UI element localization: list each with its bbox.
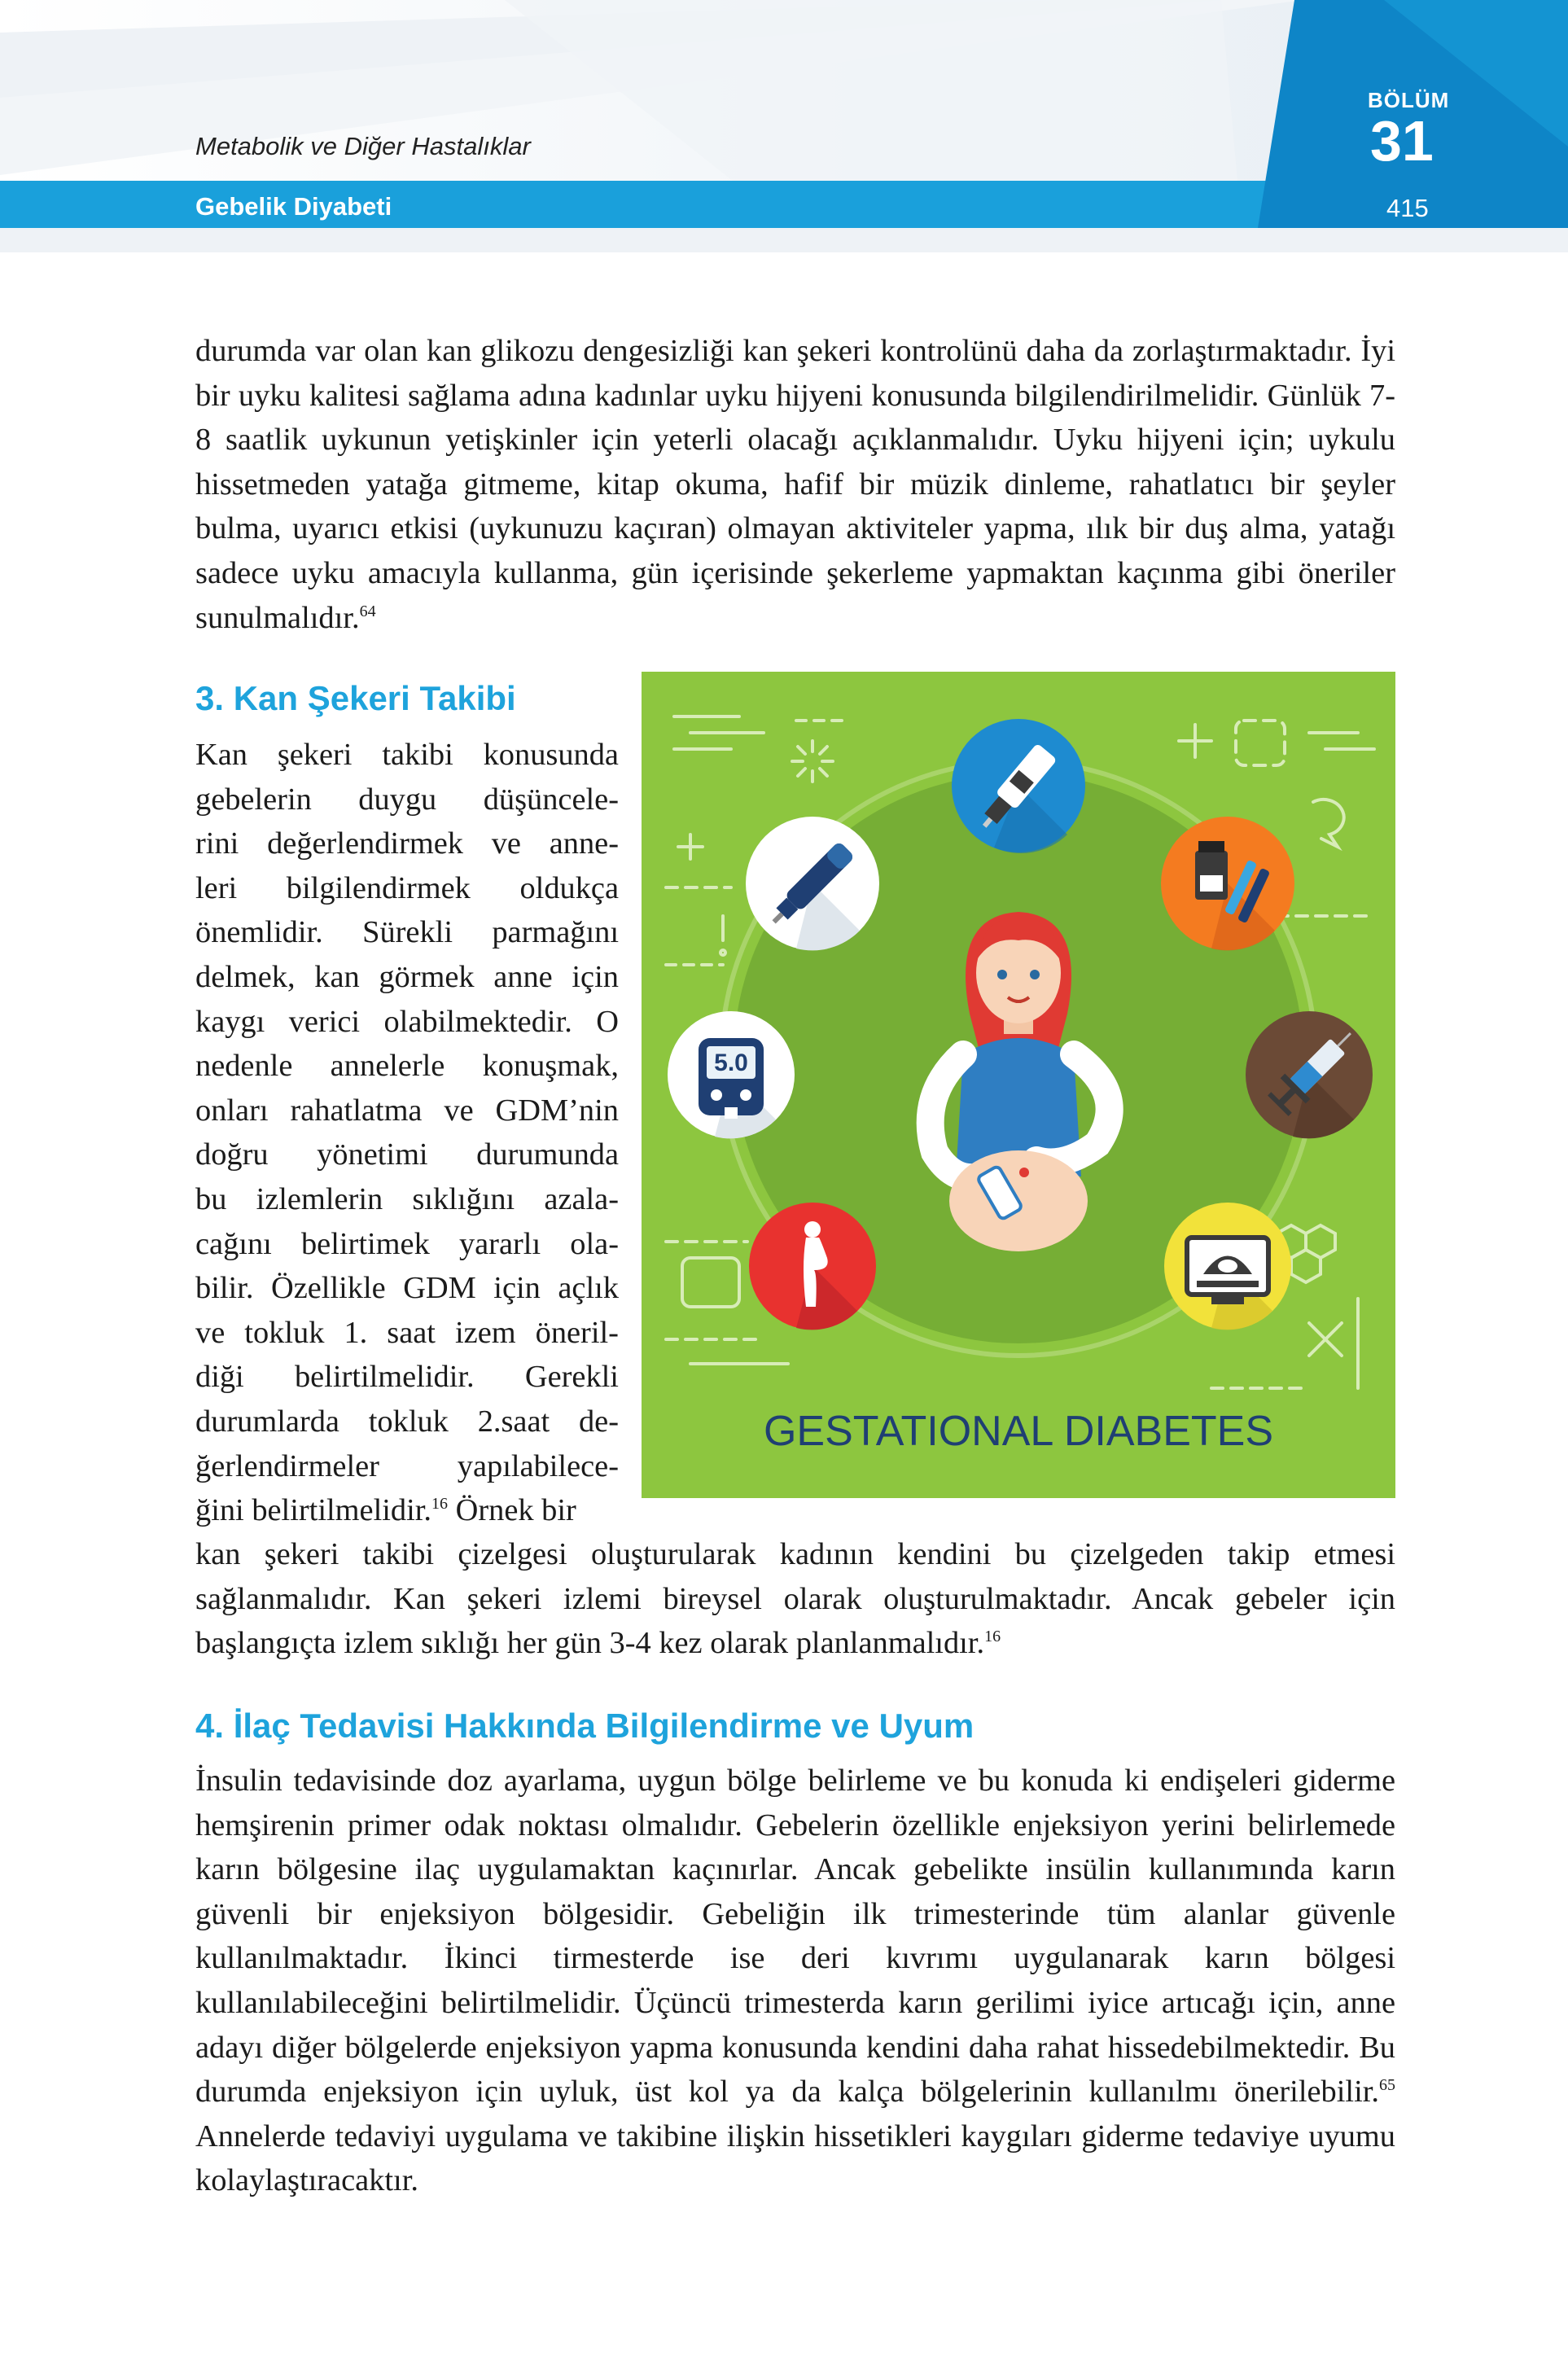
column-line: önemlidir. Sürekli parmağını (195, 915, 619, 950)
column-line: bilir. Özellikle GDM için açlık (195, 1271, 619, 1306)
column-line: durumlarda tokluk 2.saat de- (195, 1404, 619, 1439)
lancet-device-icon (952, 719, 1085, 853)
insulin-vial-icon (1161, 817, 1294, 950)
column-line: onları rahatlatma ve GDM’nin (195, 1093, 619, 1128)
glucometer-reading: 5.0 (714, 1049, 748, 1076)
column-line: leri bilgilendirmek oldukça (195, 870, 619, 905)
column-line: ğerlendirmeler yapılabilece- (195, 1448, 619, 1483)
chapter-label: BÖLÜM (1368, 88, 1450, 112)
pregnant-woman-icon (749, 1203, 876, 1330)
column-line: delmek, kan görmek anne için (195, 960, 619, 994)
paragraph-blood-sugar-full: kan şekeri takibi çizelgesi oluşturularak kadının kendini bu çizelgeden takip etmesi sağlanmalıdır. Kan şekeri izlemi bireysel olarak oluşturulmaktadır. Ancak gebeler için başlangıçta izlem sıklığı her gün 3-4 kez olarak planlanmalıdır.$^{16}$ (195, 1537, 1395, 1661)
running-title: Metabolik ve Diğer Hastalıklar (195, 132, 531, 160)
glucometer-icon (668, 1011, 795, 1138)
paragraph-insulin-therapy: İnsulin tedavisinde doz ayarlama, uygun bölge belirleme ve bu konuda ki endişeleri giderme hemşirenin primer odak noktası olmalıdır. Gebelerin özellikle enjeksiyon yerini belirlemede karın bölgesine ilaç uygulamaktan kaçınırlar. Ancak gebelikte insülin kullanımında karın güvenli bir enjeksiyon bölgesidir. Gebeliğin ilk trimesterinde tüm alanlar güvenle kullanılmaktadır. İkinci tirmesterde ise deri kıvrımı uygulanarak karın bölgesi kullanılabileceğini belirtilmelidir. Üçüncü trimesterda karın gerilimi iyice artıcağı için, anne adayı diğer bölgelerde enjeksiyon yapma konusunda kendini daha rahat hissedebilmektedir. Bu durumda enjeksiyon için uyluk, üst kol ya da kalça bölgelerinin kullanılmı önerilebilir.$^{65}$ Annelerde tedaviyi uygulama ve takibine ilişkin hissetikleri kaygıları giderme tedaviye uyumu kolaylaştıracaktır. (195, 1764, 1395, 2198)
running-subtitle: Gebelik Diyabeti (195, 192, 392, 221)
chapter-number: 31 (1370, 109, 1434, 173)
column-line: ve tokluk 1. saat izem öneril- (195, 1315, 619, 1350)
ultrasound-icon (1164, 1203, 1291, 1330)
column-line: diği belirtilmelidir. Gerekli (195, 1360, 619, 1395)
column-line: rini değerlendirmek ve anne- (195, 826, 619, 861)
insulin-pen-icon (746, 817, 879, 950)
column-line: nedenle annelerle konuşmak, (195, 1049, 619, 1084)
page-number: 415 (1386, 194, 1429, 222)
column-line: kaygı verici olabilmektedir. O (195, 1004, 619, 1039)
reference-16a: 16 (431, 1495, 449, 1514)
column-line: doğru yönetimi durumunda (195, 1137, 619, 1172)
paragraph-sleep-hygiene: durumda var olan kan glikozu dengesizliği kan şekeri kontrolünü daha da zorlaştırmaktadır. İyi bir uyku kalitesi sağlama adına kadınlar uyku hijyeni konusunda bilgilendirilmelidir. Günlük 7-8 saatlik uykunun yetişkinler için yeterli olacağı açıklanmalıdır. Uyku hijyeni için; uykulu hissetmeden yatağa gitmeme, kitap okuma, hafif bir müzik dinleme, rahatlatıcı bir şeyler bulma, uyarıcı etkisi (uykunuzu kaçıran) olmayan aktiviteler yapma, ılık bir duş alma, yatağı sadece uyku amacıyla kullanma, gün içerisinde şekerleme yapmaktan kaçınma gibi öneriler sunulmalıdır.$^{64}$ (195, 334, 1395, 635)
column-line: gebelerin duygu düşüncele- (195, 782, 619, 817)
section-heading-4: 4. İlaç Tedavisi Hakkında Bilgilendirme ve Uyum (195, 1707, 975, 1745)
syringe-icon (1246, 1011, 1373, 1138)
column-line: cağını belirtimek yararlı ola- (195, 1226, 619, 1261)
gestational-diabetes-infographic (642, 672, 1395, 1498)
reference-64: 64 (359, 602, 376, 620)
infographic-caption: GESTATIONAL DIABETES (763, 1408, 1274, 1455)
column-line: Kan şekeri takibi konusunda (195, 738, 619, 772)
paragraph-blood-sugar-tail-line: ğini belirtilmelidir.$^{16}$ Örnek bir (195, 1493, 576, 1527)
column-line: bu izlemlerin sıklığını azala- (195, 1182, 619, 1216)
reference-65: 65 (1379, 2076, 1395, 2095)
reference-16b: 16 (984, 1628, 1001, 1646)
section-heading-3: 3. Kan Şekeri Takibi (195, 679, 516, 717)
